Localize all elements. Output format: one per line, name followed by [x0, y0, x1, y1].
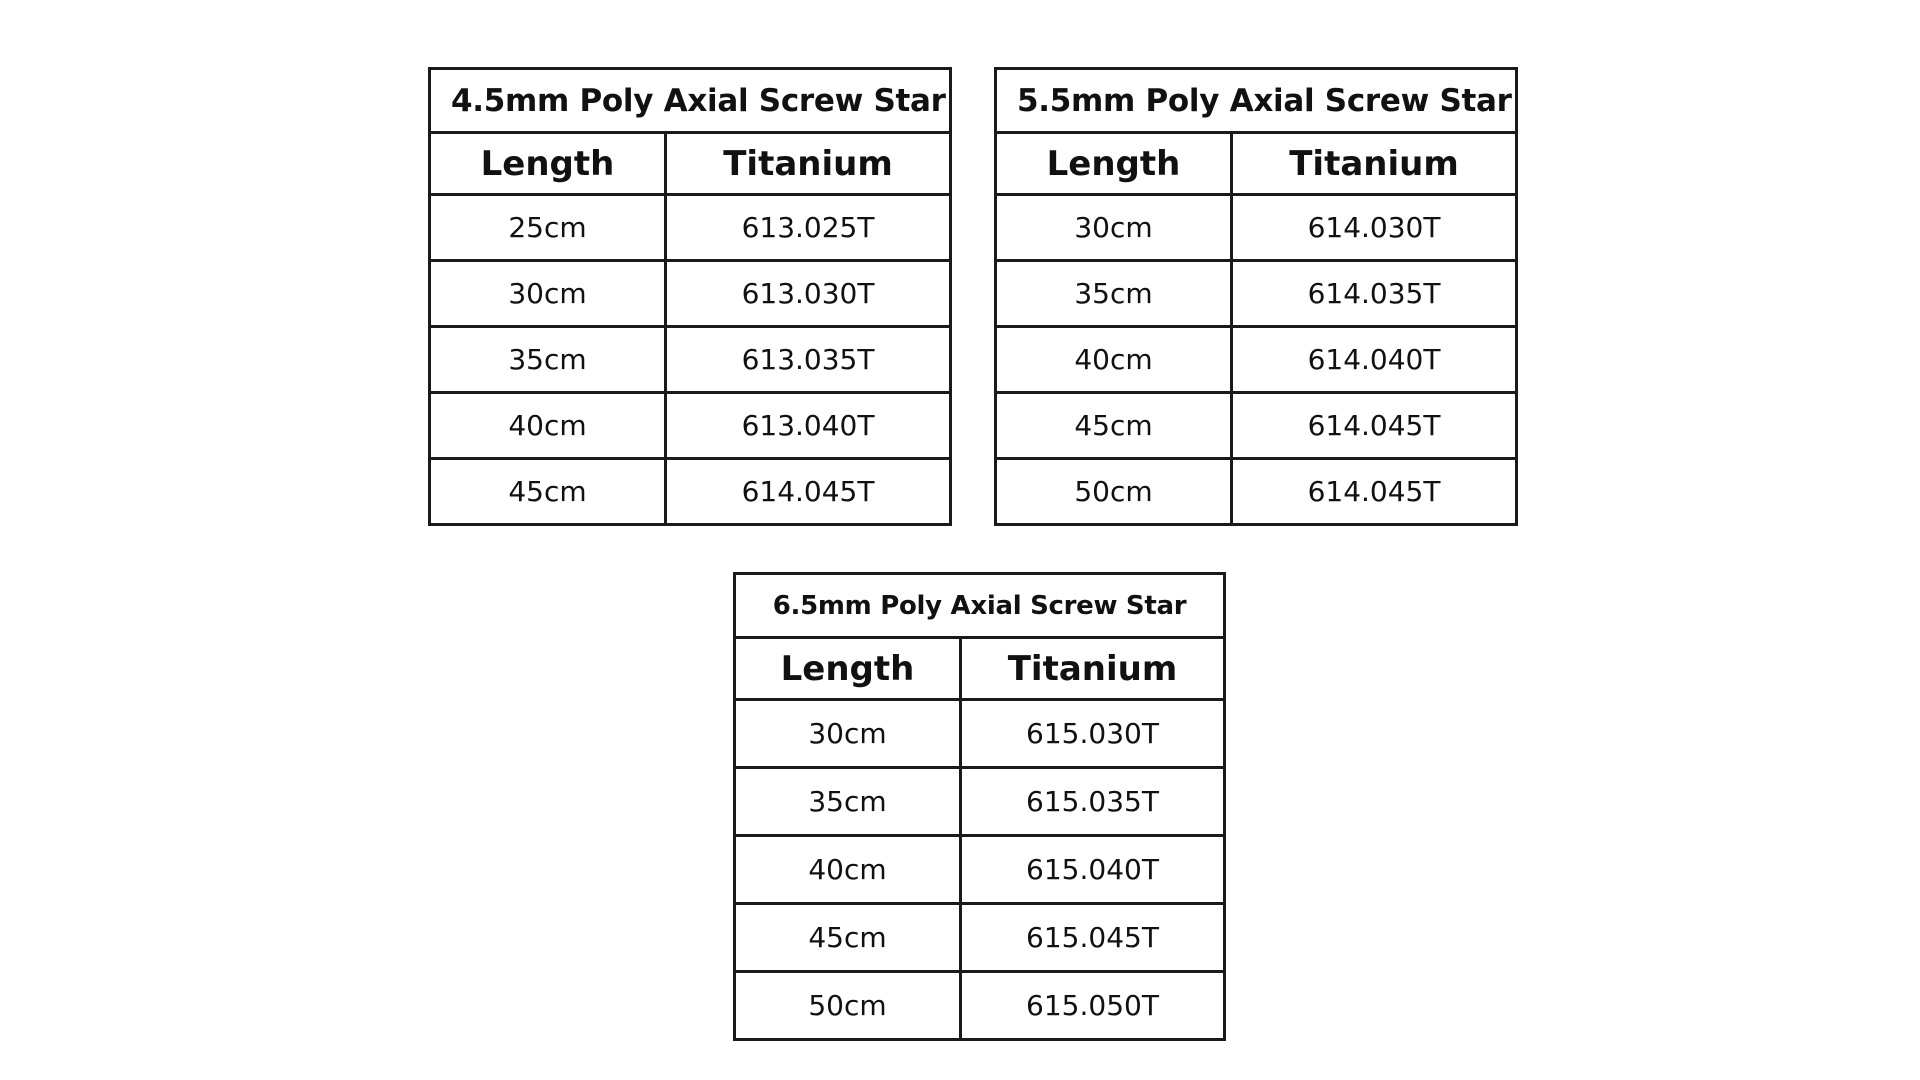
length-cell: 30cm	[996, 195, 1232, 261]
screw-spec-table-4-5mm	[428, 67, 952, 526]
titanium-code-cell: 614.040T	[1232, 327, 1517, 393]
length-cell: 50cm	[996, 459, 1232, 525]
table-row	[996, 261, 1517, 327]
length-cell: 45cm	[430, 459, 666, 525]
titanium-code-cell: 615.030T	[961, 700, 1225, 768]
length-cell: 30cm	[735, 700, 961, 768]
table-row	[430, 327, 951, 393]
table-row	[735, 700, 1225, 768]
titanium-code-cell: 614.035T	[1232, 261, 1517, 327]
table-row	[735, 972, 1225, 1040]
length-cell: 45cm	[735, 904, 961, 972]
table-row	[430, 195, 951, 261]
length-cell: 25cm	[430, 195, 666, 261]
table-row	[996, 459, 1517, 525]
screw-spec-table-6-5mm	[733, 572, 1226, 1041]
titanium-code-cell: 614.045T	[1232, 393, 1517, 459]
table-row	[996, 195, 1517, 261]
column-header-length: Length	[430, 133, 666, 195]
length-cell: 45cm	[996, 393, 1232, 459]
table-header-row	[735, 638, 1225, 700]
titanium-code-cell: 613.040T	[666, 393, 951, 459]
table-row	[996, 393, 1517, 459]
table-row	[735, 768, 1225, 836]
length-cell: 35cm	[735, 768, 961, 836]
table-row	[430, 459, 951, 525]
titanium-code-cell: 614.045T	[1232, 459, 1517, 525]
table-row	[996, 327, 1517, 393]
titanium-code-cell: 615.050T	[961, 972, 1225, 1040]
table-title-row	[430, 69, 951, 133]
table-row	[735, 836, 1225, 904]
table-title: 6.5mm Poly Axial Screw Star	[735, 574, 1225, 638]
table-title-row	[735, 574, 1225, 638]
length-cell: 40cm	[430, 393, 666, 459]
length-cell: 40cm	[735, 836, 961, 904]
table-title: 4.5mm Poly Axial Screw Star	[430, 69, 951, 133]
screw-spec-table-5-5mm	[994, 67, 1518, 526]
length-cell: 35cm	[430, 327, 666, 393]
column-header-length: Length	[996, 133, 1232, 195]
titanium-code-cell: 615.035T	[961, 768, 1225, 836]
table-header-row	[430, 133, 951, 195]
column-header-titanium: Titanium	[666, 133, 951, 195]
table-header-row	[996, 133, 1517, 195]
titanium-code-cell: 615.040T	[961, 836, 1225, 904]
titanium-code-cell: 613.035T	[666, 327, 951, 393]
titanium-code-cell: 614.045T	[666, 459, 951, 525]
column-header-length: Length	[735, 638, 961, 700]
length-cell: 40cm	[996, 327, 1232, 393]
titanium-code-cell: 614.030T	[1232, 195, 1517, 261]
table-title-row	[996, 69, 1517, 133]
table-row	[430, 261, 951, 327]
column-header-titanium: Titanium	[961, 638, 1225, 700]
titanium-code-cell: 613.030T	[666, 261, 951, 327]
table-title: 5.5mm Poly Axial Screw Star	[996, 69, 1517, 133]
length-cell: 50cm	[735, 972, 961, 1040]
column-header-titanium: Titanium	[1232, 133, 1517, 195]
table-row	[430, 393, 951, 459]
length-cell: 30cm	[430, 261, 666, 327]
titanium-code-cell: 615.045T	[961, 904, 1225, 972]
titanium-code-cell: 613.025T	[666, 195, 951, 261]
length-cell: 35cm	[996, 261, 1232, 327]
table-row	[735, 904, 1225, 972]
